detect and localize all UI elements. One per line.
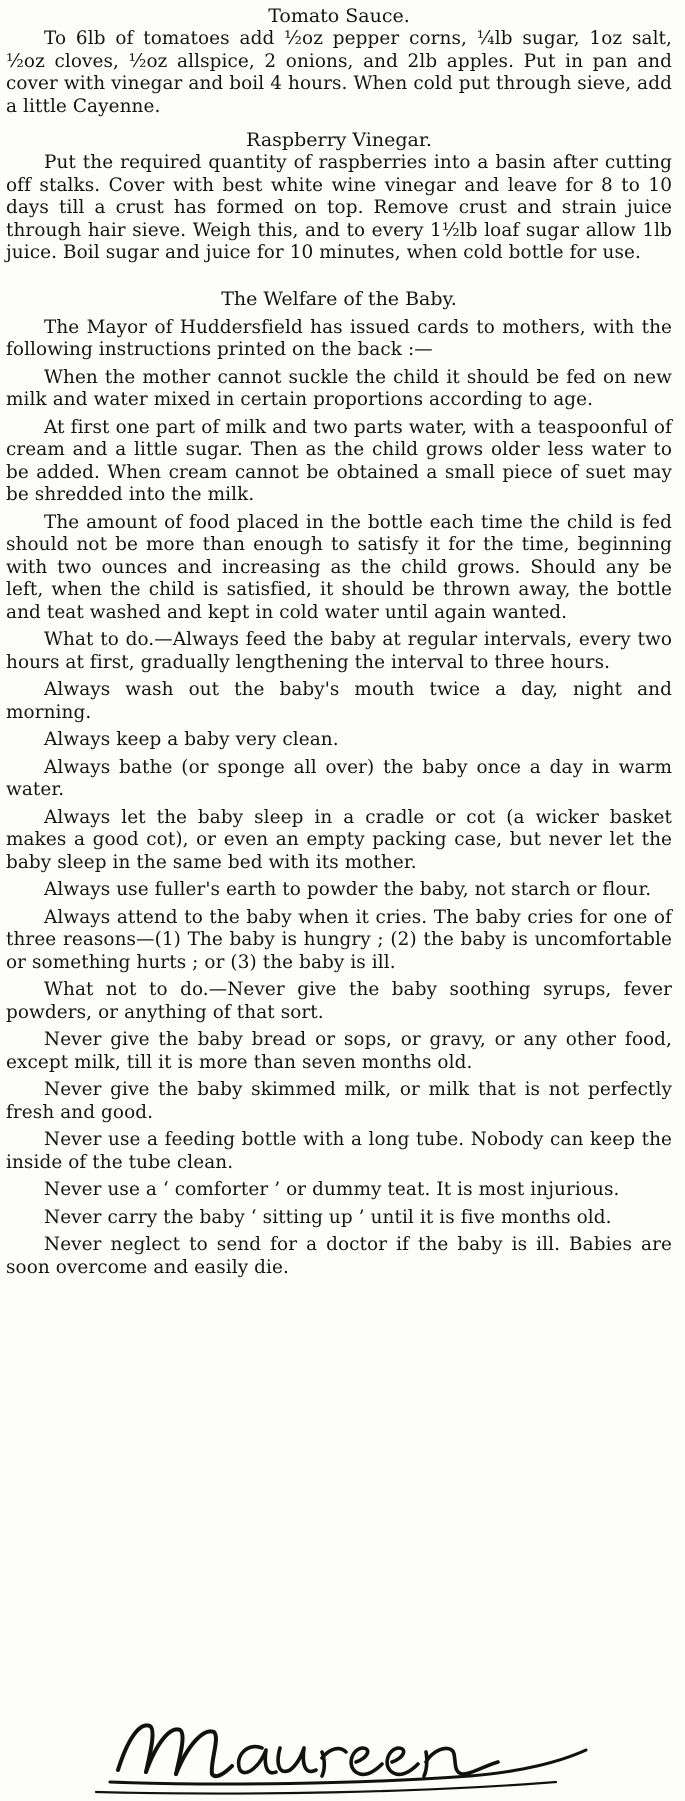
paragraph: What to do.—Always feed the baby at regular intervals, every two hours at first, gradually lengthening the interval to three hours.: [6, 629, 672, 673]
article-column: [6, 4, 672, 1284]
paragraph: Never give the baby bread or sops, or gravy, or any other food, except milk, till it is more than seven months old.: [6, 1029, 672, 1073]
paragraph: Always let the baby sleep in a cradle or cot (a wicker basket makes a good cot), or even an empty packing case, but never let the baby sleep in the same bed with its mother.: [6, 806, 672, 873]
paragraph: Always attend to the baby when it cries. The baby cries for one of three reasons—(1) The baby is hungry ; (2) the baby is uncomfortable or something hurts ; or (3) the baby is ill.: [6, 906, 672, 973]
section-title-raspberry-vinegar: Raspberry Vinegar.: [246, 129, 432, 151]
signature-text: Maureen: [330, 1795, 335, 1796]
paragraph: Never neglect to send for a doctor if the baby is ill. Babies are soon overcome and easily die.: [6, 1234, 672, 1278]
paragraph: Always keep a baby very clean.: [44, 729, 339, 750]
paragraph: At first one part of milk and two parts water, with a teaspoonful of cream and a little sugar. Then as the child grows older less water to be added. When cream cannot be obtained a small piece of suet may be shredded into the milk.: [6, 416, 672, 505]
section-title-tomato-sauce: Tomato Sauce.: [268, 5, 410, 27]
paragraph: Never carry the baby ‘ sitting up ’ until it is five months old.: [44, 1206, 612, 1228]
section-title-welfare-of-baby: The Welfare of the Baby.: [221, 287, 457, 310]
paragraph: When the mother cannot suckle the child it should be fed on new milk and water mixed in certain proportions according to age.: [6, 366, 672, 410]
paragraph: The amount of food placed in the bottle each time the child is fed should not be more than enough to satisfy it for the time, beginning with two ounces and increasing as the child grows. Should any be left, when the child is satisfied, it should be thrown away, the bottle and teat washed and kept in cold water until again wanted.: [6, 511, 672, 623]
signature-maureen-icon: [0, 1692, 685, 1797]
signature: [0, 1692, 685, 1797]
paragraph: The Mayor of Huddersfield has issued cards to mothers, with the following instructions printed on the back :—: [6, 316, 672, 360]
paragraph: Always use fuller's earth to powder the baby, not starch or flour.: [44, 879, 652, 900]
paragraph: Never use a feeding bottle with a long tube. Nobody can keep the inside of the tube clean.: [6, 1129, 672, 1173]
paragraph: Never give the baby skimmed milk, or milk that is not perfectly fresh and good.: [6, 1079, 672, 1123]
paragraph: What not to do.—Never give the baby soothing syrups, fever powders, or anything of that sort.: [6, 979, 672, 1023]
tomato-sauce-recipe: To 6lb of tomatoes add ½oz pepper corns, ¼lb sugar, 1oz salt, ½oz cloves, ½oz allspice, 2 onions, and 2lb apples. Put in pan and cover with vinegar and boil 4 hours. When cold put through sieve, add a little Cayenne.: [6, 28, 672, 117]
paragraph: Never use a ‘ comforter ’ or dummy teat. It is most injurious.: [44, 1179, 620, 1200]
raspberry-vinegar-recipe: Put the required quantity of raspberries into a basin after cutting off stalks. Cover with best white wine vinegar and leave for 8 to 10 days till a crust has formed on top. Remove crust and strain juice through hair sieve. Weigh this, and to every 1½lb loaf sugar allow 1lb juice. Boil sugar and juice for 10 minutes, when cold bottle for use.: [6, 152, 672, 263]
paragraph: Always wash out the baby's mouth twice a day, night and morning.: [6, 679, 672, 723]
paragraph: Always bathe (or sponge all over) the baby once a day in warm water.: [6, 756, 672, 800]
